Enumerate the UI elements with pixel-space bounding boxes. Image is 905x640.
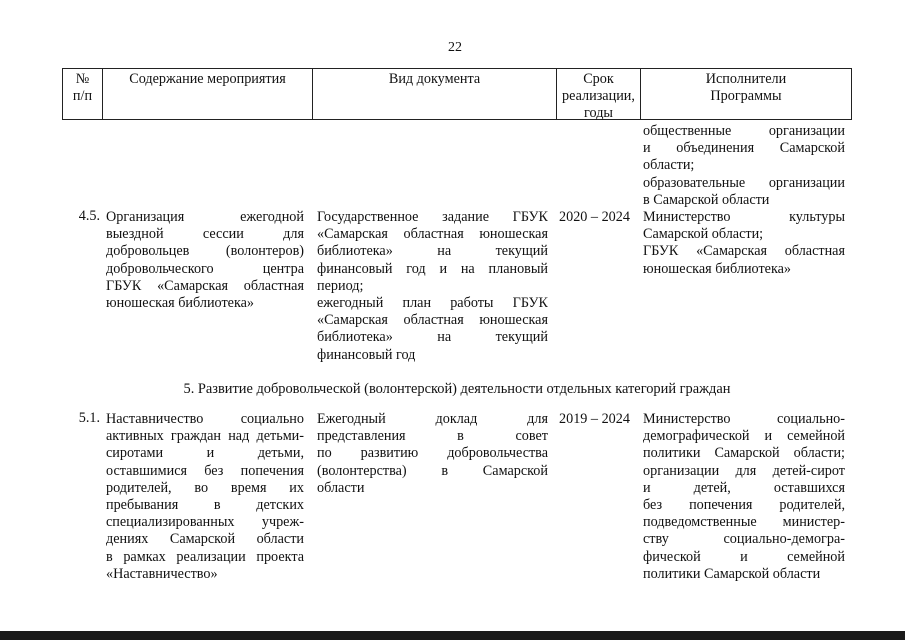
text-line: оставшимися без попечения [106,462,304,479]
text-line: по развитию добровольчества [317,445,548,462]
text-line: области; [643,157,695,174]
text-line: в рамках реализации проекта [106,548,304,565]
header-col-executors [641,69,851,119]
row-5-1-content [106,411,304,583]
text-line: ГБУК «Самарская областная [106,277,304,294]
text-line: дениях Самарской области [106,531,304,548]
text-line: Самарской области; [643,226,764,243]
page-number: 22 [448,40,462,55]
text-line: и объединения Самарской [643,140,845,157]
text-line: период; [317,277,364,294]
text-line: в Самарской области [643,191,770,208]
text-line: ежегодный план работы ГБУК [317,294,548,311]
text-line: политики Самарской области; [643,445,845,462]
header-col-term [557,69,641,119]
text-line: финансовый год и на плановый [317,260,548,277]
text-line: подведомственные министер- [643,514,845,531]
text-line: Государственное задание ГБУК [317,209,548,225]
text-line: общественные организации [643,123,845,139]
header-col-document-line: Вид документа [388,71,481,87]
text-line: (волонтерства) в Самарской [317,462,548,479]
text-line: Организация ежегодной [106,209,304,225]
row-4-5-document [317,209,548,364]
row-4-5-term: 2020 – 2024 [559,209,630,225]
text-line: выездной сессии для [106,226,304,243]
header-col-number-line: п/п [72,88,93,104]
text-line: фической и семейной [643,548,845,565]
text-line: Министерство социально- [643,411,845,427]
text-line: Министерство культуры [643,209,845,225]
text-line: без попечения родителей, [643,496,845,513]
header-col-number [63,69,103,119]
text-line: сиротами и детьми, [106,445,304,462]
text-line: политики Самарской области [643,565,821,582]
table-header [62,68,852,120]
text-line: «Наставничество» [106,565,218,582]
header-col-number-line: № [75,71,90,87]
text-line: активных граждан над детьми- [106,428,304,445]
header-col-executors-line: Программы [710,88,782,104]
continued-row-executors [643,123,845,209]
text-line: ству социально-демогра- [643,531,845,548]
text-line: добровольческого центра [106,260,304,277]
text-line: образовательные организации [643,174,845,191]
text-line: Наставничество социально [106,411,304,427]
scan-bottom-edge [0,631,905,640]
text-line: родителей, во время их [106,479,304,496]
row-5-1-executors [643,411,845,583]
text-line: «Самарская областная юношеская [317,312,548,329]
header-col-term-line: годы [584,105,613,121]
header-col-document [313,69,557,119]
header-col-term-line: реализации, [562,88,635,104]
text-line: библиотека» на текущий [317,243,548,260]
text-line: библиотека» на текущий [317,329,548,346]
text-line: и детей, оставшихся [643,479,845,496]
text-line: пребывания в детских [106,496,304,513]
text-line: финансовый год [317,346,416,363]
row-5-1-number: 5.1. [78,410,100,426]
text-line: юношеская библиотека» [106,294,255,311]
header-col-term-line: Срок [583,71,614,87]
text-line: демографической и семейной [643,428,845,445]
text-line: представления в совет [317,428,548,445]
text-line: добровольцев (волонтеров) [106,243,304,260]
text-line: юношеская библиотека» [643,260,792,277]
row-5-1-term: 2019 – 2024 [559,411,630,427]
text-line: организации для детей-сирот [643,462,845,479]
section-5-title: 5. Развитие добровольческой (волонтерской) деятельности отдельных категорий граждан [183,381,731,397]
text-line: Ежегодный доклад для [317,411,548,427]
text-line: области [317,479,365,496]
row-5-1-document [317,411,548,497]
row-4-5-content [106,209,304,312]
header-col-executors-line: Исполнители [705,71,787,87]
header-col-content [103,69,313,119]
text-line: «Самарская областная юношеская [317,226,548,243]
header-col-content-line: Содержание мероприятия [129,71,286,87]
row-4-5-executors [643,209,845,278]
row-4-5-number: 4.5. [78,208,100,224]
text-line: специализированных учреж- [106,514,304,531]
text-line: ГБУК «Самарская областная [643,243,845,260]
